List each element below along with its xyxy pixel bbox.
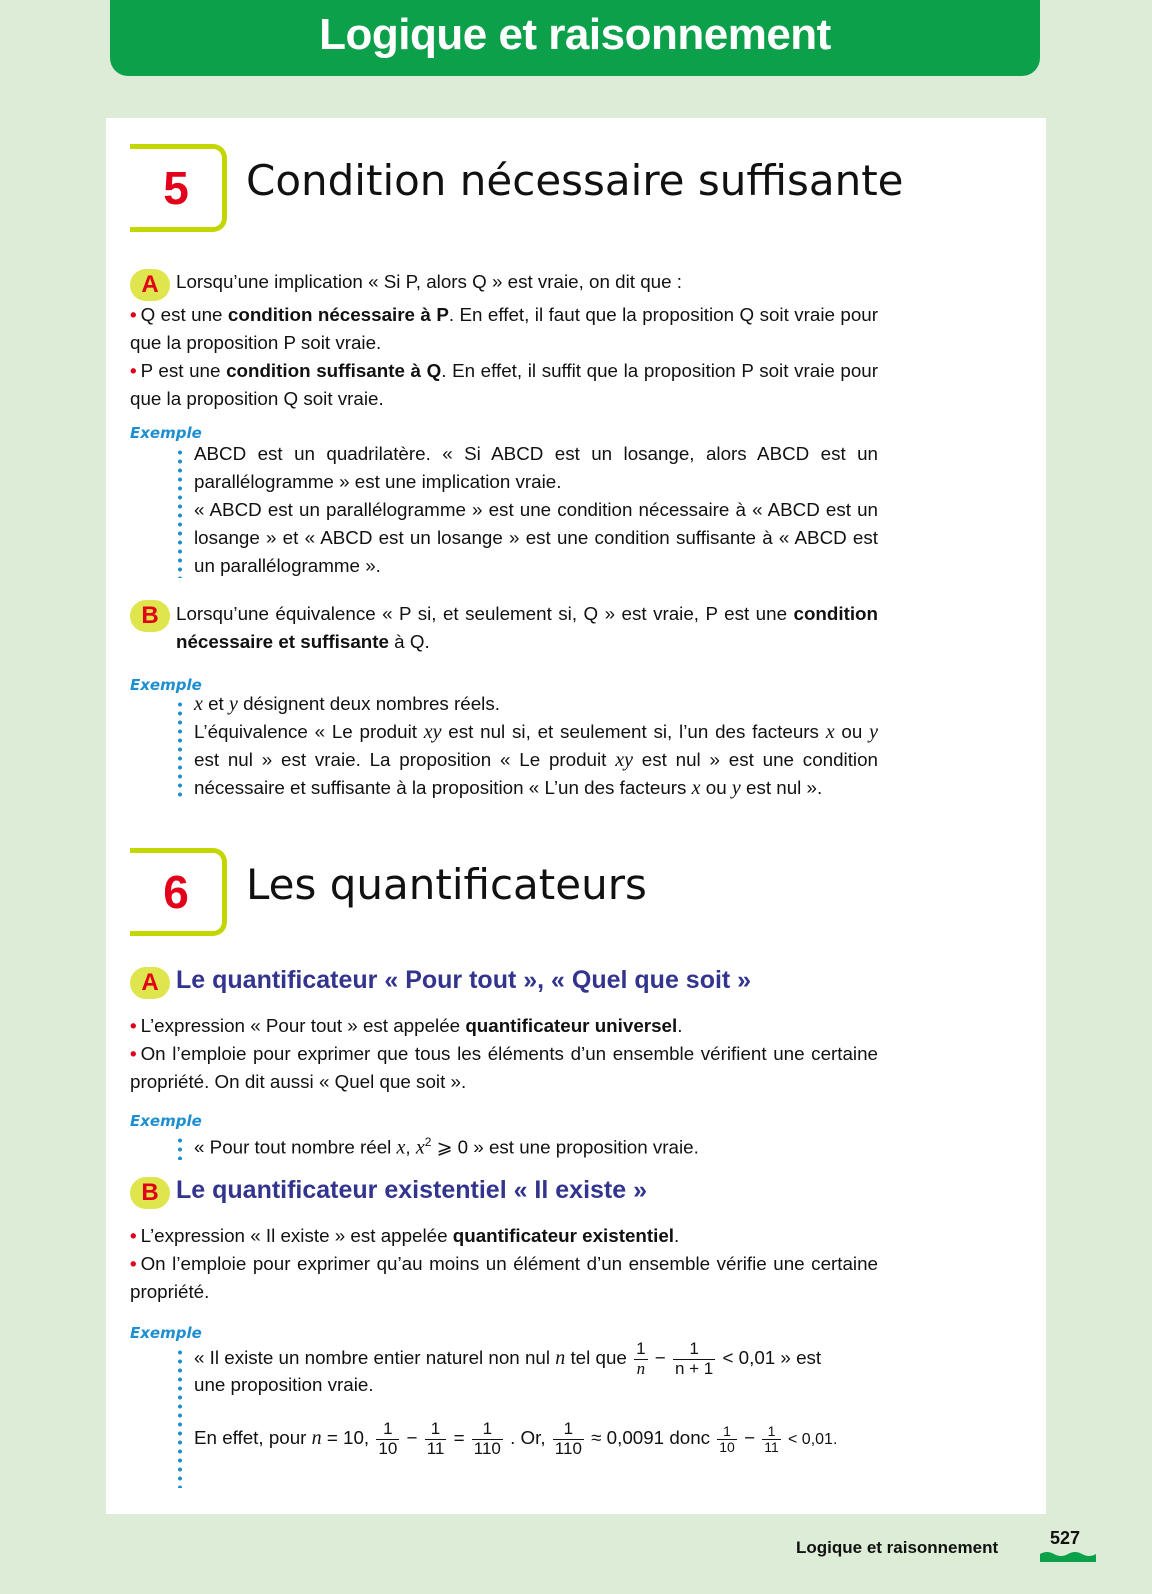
footer-title: Logique et raisonnement bbox=[796, 1538, 999, 1557]
list-item: • P est une condition suffisante à Q. En effet, il suffit que la proposition P soit vraie pour que la proposition Q soit vraie. bbox=[130, 360, 878, 409]
example-dots bbox=[178, 700, 182, 800]
section-5-header bbox=[130, 144, 930, 228]
subsection-letter: A bbox=[130, 269, 170, 301]
subsection-letter: A bbox=[130, 967, 170, 999]
section-number: 5 bbox=[130, 144, 227, 232]
content-panel bbox=[106, 118, 1046, 1514]
chapter-banner bbox=[110, 0, 1040, 76]
section-6a-text bbox=[130, 1012, 878, 1096]
wave-decoration-icon bbox=[1040, 1550, 1096, 1562]
list-item: • Q est une condition nécessaire à P. En effet, il faut que la proposition Q soit vraie pour que la proposition P soit vraie. bbox=[130, 304, 878, 353]
fraction: $\frac{1}{11}$ bbox=[764, 1422, 779, 1456]
list-item: • L’expression « Pour tout » est appelée quantificateur universel. bbox=[130, 1015, 683, 1036]
example-dots bbox=[178, 1136, 182, 1160]
example-label: Exemple bbox=[130, 1324, 202, 1342]
section-5a-text: A Lorsqu’une implication « Si P, alors Q » est vraie, on dit que : • Q est une condition nécessaire à P. En effet, il faut que la proposition Q soit vraie pour que la proposition P soit vraie. • P est une condition suffisante à Q. En effet, il suffit que la proposition P soit vraie pour que la proposition Q soit vraie. bbox=[130, 268, 878, 413]
section-6b-text bbox=[130, 1222, 878, 1306]
example-body: ABCD est un quadrilatère. « Si ABCD est un losange, alors ABCD est un parallélogramme » est une implication vraie. « ABCD est un parallélogramme » est une condition nécessaire à « ABCD est un losange » et « ABCD est un losange » est une condition suffisante à « ABCD est un parallélogramme ». bbox=[194, 443, 878, 576]
fraction: $\frac{1}{n + 1}$ bbox=[674, 1339, 714, 1378]
fraction: $\frac{1}{10}$ bbox=[719, 1422, 735, 1456]
example-body: x et y désignent deux nombres réels. L’équivalence « Le produit xy est nul si, et seulement si, l’un des facteurs x ou y est nul » est vraie. La proposition « Le produit xy est nul » est une condition nécessaire et suffisante à la proposition « L’un des facteurs x ou y est nul ». bbox=[194, 693, 879, 799]
list-item: • On l’emploie pour exprimer que tous les éléments d’un ensemble vérifient une certaine propriété. On dit aussi « Quel que soit ». bbox=[130, 1043, 878, 1092]
subsection-6b-heading: B Le quantificateur existentiel « Il existe » bbox=[130, 1176, 647, 1209]
example-label: Exemple bbox=[130, 424, 202, 442]
fraction: $\frac{1}{11}$ bbox=[426, 1419, 445, 1459]
fraction: $\frac{1}{110}$ bbox=[554, 1419, 582, 1459]
list-item: • L’expression « Il existe » est appelée quantificateur existentiel. bbox=[130, 1225, 680, 1246]
chapter-title: Logique et raisonnement bbox=[319, 10, 831, 59]
example-dots bbox=[178, 448, 182, 578]
page-number: 527 bbox=[1050, 1528, 1081, 1548]
section-title: Les quantificateurs bbox=[246, 860, 647, 909]
list-item: • On l’emploie pour exprimer qu’au moins un élément d’un ensemble vérifie une certaine propriété. bbox=[130, 1253, 878, 1302]
section-6-header bbox=[130, 848, 930, 932]
fraction: $\frac{1}{n}$ bbox=[636, 1339, 646, 1378]
fraction: $\frac{1}{110}$ bbox=[473, 1419, 501, 1459]
section-number: 6 bbox=[130, 848, 227, 936]
example-label: Exemple bbox=[130, 676, 202, 694]
subsection-6a-heading: A Le quantificateur « Pour tout », « Quel que soit » bbox=[130, 966, 751, 999]
section-title: Condition nécessaire suffisante bbox=[246, 156, 904, 205]
section-5b-text: B Lorsqu’une équivalence « P si, et seulement si, Q » est vraie, P est une condition nécessaire et suffisante à Q. bbox=[130, 600, 878, 656]
example-dots bbox=[178, 1348, 182, 1488]
example-body: « Pour tout nombre réel x, $x^2$ ⩾ 0 » est une proposition vraie. bbox=[194, 1135, 699, 1159]
example-label: Exemple bbox=[130, 1112, 202, 1130]
example-body: « Il existe un nombre entier naturel non nul n tel que $\frac{1}{n}$ − $\frac{1}{n + 1}$ < 0,01 » est une proposition vraie. En effet, pour n = 10, $\frac{1}{10}$ − $\frac{1}{11}$ = $\frac{1}{110}$ . Or, $\frac{1}{110}$ ≈ 0,0091 donc $\frac{1}{10}$ − $\frac{1}{11}$ < 0,01. bbox=[194, 1339, 838, 1459]
subsection-letter: B bbox=[130, 600, 170, 632]
fraction: $\frac{1}{10}$ bbox=[378, 1419, 398, 1459]
subsection-letter: B bbox=[130, 1177, 170, 1209]
